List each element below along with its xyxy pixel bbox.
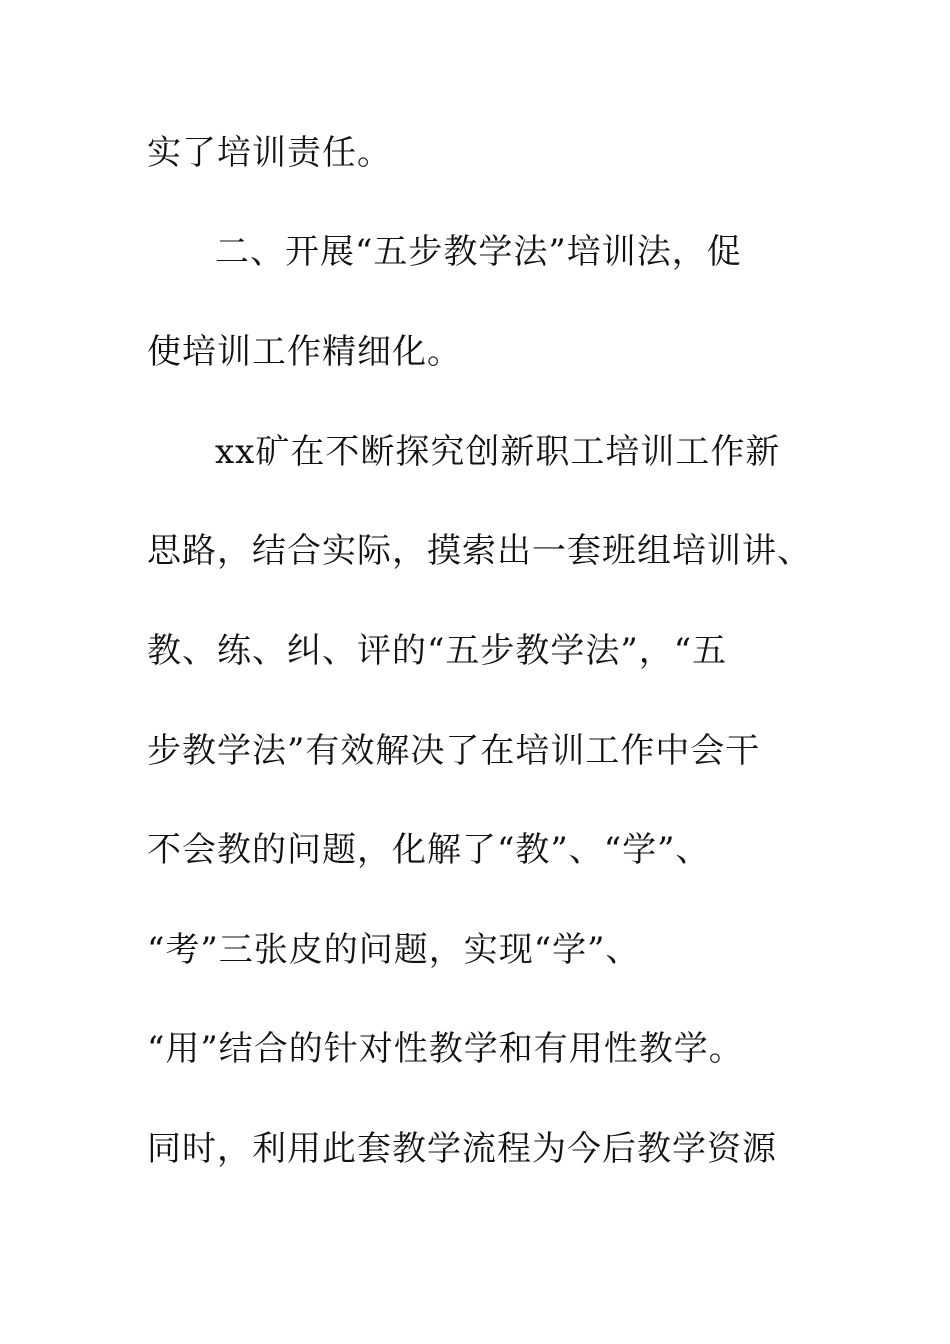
section-heading: 二、开展“五步教学法”培训法，促 (215, 232, 742, 272)
text-line-6: 教、练、纠、评的“五步教学法”，“五 (147, 631, 728, 671)
text-line-8: 不会教的问题，化解了“教”、“学”、 (147, 830, 711, 870)
text-line-1: 实了培训责任。 (147, 133, 392, 173)
text-line-9: “考”三张皮的问题，实现“学”、 (147, 930, 641, 970)
text-line-5: 思路，结合实际，摸索出一套班组培训讲、 (147, 531, 812, 571)
text-line-7: 步教学法”有效解决了在培训工作中会干 (147, 731, 761, 771)
text-line-10: “用”结合的针对性教学和有用性教学。 (147, 1029, 744, 1069)
paragraph-start: xx矿在不断探究创新职工培训工作新 (215, 432, 781, 472)
text-line-3: 使培训工作精细化。 (147, 332, 462, 372)
text-line-11: 同时，利用此套教学流程为今后教学资源 (147, 1129, 777, 1169)
